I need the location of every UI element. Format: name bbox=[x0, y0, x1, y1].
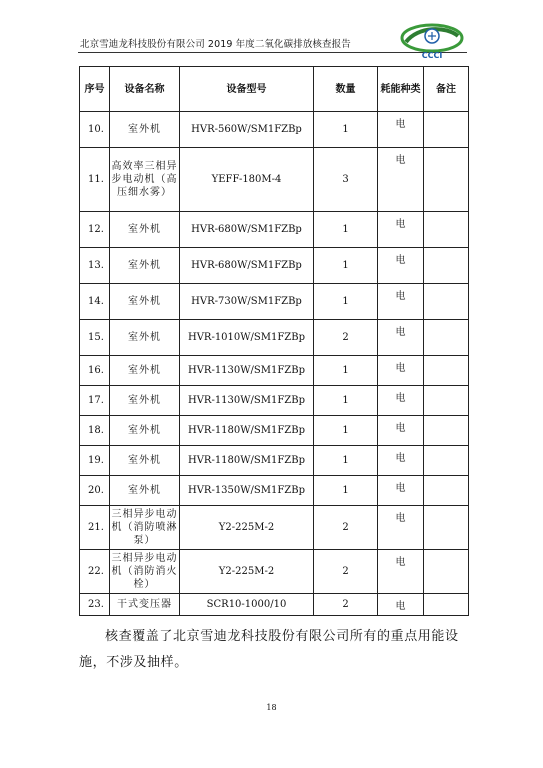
table-row bbox=[80, 416, 469, 446]
row-equipment-model: HVR-1130W/SM1FZBp bbox=[180, 356, 314, 386]
table-row bbox=[80, 284, 469, 320]
table-row bbox=[80, 320, 469, 356]
header-note: 备注 bbox=[424, 67, 469, 112]
row-quantity: 1 bbox=[314, 386, 378, 416]
row-serial-no: 22. bbox=[80, 550, 110, 594]
logo-text: CCCI bbox=[421, 51, 443, 60]
row-note bbox=[424, 356, 469, 386]
row-energy-type: 电 bbox=[378, 386, 424, 416]
table-row bbox=[80, 148, 469, 212]
row-quantity: 2 bbox=[314, 320, 378, 356]
report-header-title: 北京雪迪龙科技股份有限公司 2019 年度二氧化碳排放核查报告 bbox=[80, 39, 351, 50]
row-note bbox=[424, 284, 469, 320]
row-note bbox=[424, 212, 469, 248]
table-row bbox=[80, 112, 469, 148]
row-equipment-name: 室外机 bbox=[110, 386, 180, 416]
row-serial-no: 21. bbox=[80, 506, 110, 550]
row-serial-no: 13. bbox=[80, 248, 110, 284]
row-equipment-name: 室外机 bbox=[110, 446, 180, 476]
row-energy-type: 电 bbox=[378, 248, 424, 284]
ccci-logo-icon bbox=[398, 18, 466, 60]
row-equipment-name: 室外机 bbox=[110, 476, 180, 506]
table-row bbox=[80, 550, 469, 594]
row-note bbox=[424, 446, 469, 476]
row-quantity: 1 bbox=[314, 356, 378, 386]
row-equipment-model: HVR-1180W/SM1FZBp bbox=[180, 446, 314, 476]
row-energy-type: 电 bbox=[378, 356, 424, 386]
row-equipment-model: SCR10-1000/10 bbox=[180, 594, 314, 616]
row-serial-no: 14. bbox=[80, 284, 110, 320]
row-quantity: 1 bbox=[314, 446, 378, 476]
row-note bbox=[424, 386, 469, 416]
row-equipment-model: HVR-680W/SM1FZBp bbox=[180, 248, 314, 284]
row-energy-type: 电 bbox=[378, 148, 424, 212]
row-note bbox=[424, 320, 469, 356]
row-quantity: 1 bbox=[314, 284, 378, 320]
row-equipment-name: 干式变压器 bbox=[110, 594, 180, 616]
row-quantity: 3 bbox=[314, 148, 378, 212]
row-equipment-name: 三相异步电动机（消防消火栓） bbox=[110, 550, 180, 594]
row-equipment-model: HVR-560W/SM1FZBp bbox=[180, 112, 314, 148]
row-energy-type: 电 bbox=[378, 416, 424, 446]
row-equipment-model: Y2-225M-2 bbox=[180, 506, 314, 550]
table-row bbox=[80, 476, 469, 506]
row-equipment-name: 室外机 bbox=[110, 356, 180, 386]
coverage-paragraph: 核查覆盖了北京雪迪龙科技股份有限公司所有的重点用能设施，不涉及抽样。 bbox=[79, 629, 459, 670]
table-row bbox=[80, 386, 469, 416]
row-quantity: 1 bbox=[314, 476, 378, 506]
row-equipment-model: HVR-680W/SM1FZBp bbox=[180, 212, 314, 248]
row-energy-type: 电 bbox=[378, 550, 424, 594]
header-energy-type: 耗能种类 bbox=[378, 67, 424, 112]
row-equipment-name: 三相异步电动机（消防喷淋泵） bbox=[110, 506, 180, 550]
row-energy-type: 电 bbox=[378, 112, 424, 148]
row-equipment-model: HVR-730W/SM1FZBp bbox=[180, 284, 314, 320]
row-equipment-name: 室外机 bbox=[110, 284, 180, 320]
row-serial-no: 12. bbox=[80, 212, 110, 248]
table-row bbox=[80, 248, 469, 284]
row-equipment-name: 室外机 bbox=[110, 416, 180, 446]
row-quantity: 2 bbox=[314, 550, 378, 594]
row-serial-no: 10. bbox=[80, 112, 110, 148]
table-row bbox=[80, 506, 469, 550]
header-serial-no: 序号 bbox=[80, 67, 110, 112]
row-equipment-name: 室外机 bbox=[110, 212, 180, 248]
row-energy-type: 电 bbox=[378, 476, 424, 506]
row-serial-no: 20. bbox=[80, 476, 110, 506]
header-quantity: 数量 bbox=[314, 67, 378, 112]
page-number: 18 bbox=[266, 703, 277, 712]
row-energy-type: 电 bbox=[378, 320, 424, 356]
row-quantity: 2 bbox=[314, 594, 378, 616]
header-equipment-model: 设备型号 bbox=[180, 67, 314, 112]
row-serial-no: 15. bbox=[80, 320, 110, 356]
row-serial-no: 11. bbox=[80, 148, 110, 212]
table-row bbox=[80, 594, 469, 616]
row-equipment-model: YEFF-180M-4 bbox=[180, 148, 314, 212]
table-row bbox=[80, 356, 469, 386]
row-note bbox=[424, 416, 469, 446]
header-equipment-name: 设备名称 bbox=[110, 67, 180, 112]
row-equipment-name: 高效率三相异步电动机（高压细水雾） bbox=[110, 148, 180, 212]
row-note bbox=[424, 594, 469, 616]
row-equipment-model: Y2-225M-2 bbox=[180, 550, 314, 594]
row-note bbox=[424, 248, 469, 284]
row-serial-no: 23. bbox=[80, 594, 110, 616]
table-row bbox=[80, 212, 469, 248]
row-note bbox=[424, 112, 469, 148]
row-note bbox=[424, 506, 469, 550]
row-note bbox=[424, 550, 469, 594]
table-row bbox=[80, 446, 469, 476]
row-quantity: 1 bbox=[314, 248, 378, 284]
row-serial-no: 19. bbox=[80, 446, 110, 476]
table-header-row bbox=[80, 67, 469, 112]
row-note bbox=[424, 476, 469, 506]
row-quantity: 1 bbox=[314, 112, 378, 148]
row-energy-type: 电 bbox=[378, 284, 424, 320]
equipment-table bbox=[79, 66, 469, 616]
row-energy-type: 电 bbox=[378, 594, 424, 616]
row-equipment-model: HVR-1010W/SM1FZBp bbox=[180, 320, 314, 356]
row-quantity: 1 bbox=[314, 212, 378, 248]
row-serial-no: 17. bbox=[80, 386, 110, 416]
row-note bbox=[424, 148, 469, 212]
row-energy-type: 电 bbox=[378, 212, 424, 248]
row-energy-type: 电 bbox=[378, 446, 424, 476]
row-equipment-name: 室外机 bbox=[110, 320, 180, 356]
row-energy-type: 电 bbox=[378, 506, 424, 550]
row-serial-no: 18. bbox=[80, 416, 110, 446]
row-equipment-model: HVR-1350W/SM1FZBp bbox=[180, 476, 314, 506]
row-quantity: 1 bbox=[314, 416, 378, 446]
row-equipment-name: 室外机 bbox=[110, 112, 180, 148]
row-serial-no: 16. bbox=[80, 356, 110, 386]
row-equipment-model: HVR-1180W/SM1FZBp bbox=[180, 416, 314, 446]
row-quantity: 2 bbox=[314, 506, 378, 550]
row-equipment-model: HVR-1130W/SM1FZBp bbox=[180, 386, 314, 416]
row-equipment-name: 室外机 bbox=[110, 248, 180, 284]
